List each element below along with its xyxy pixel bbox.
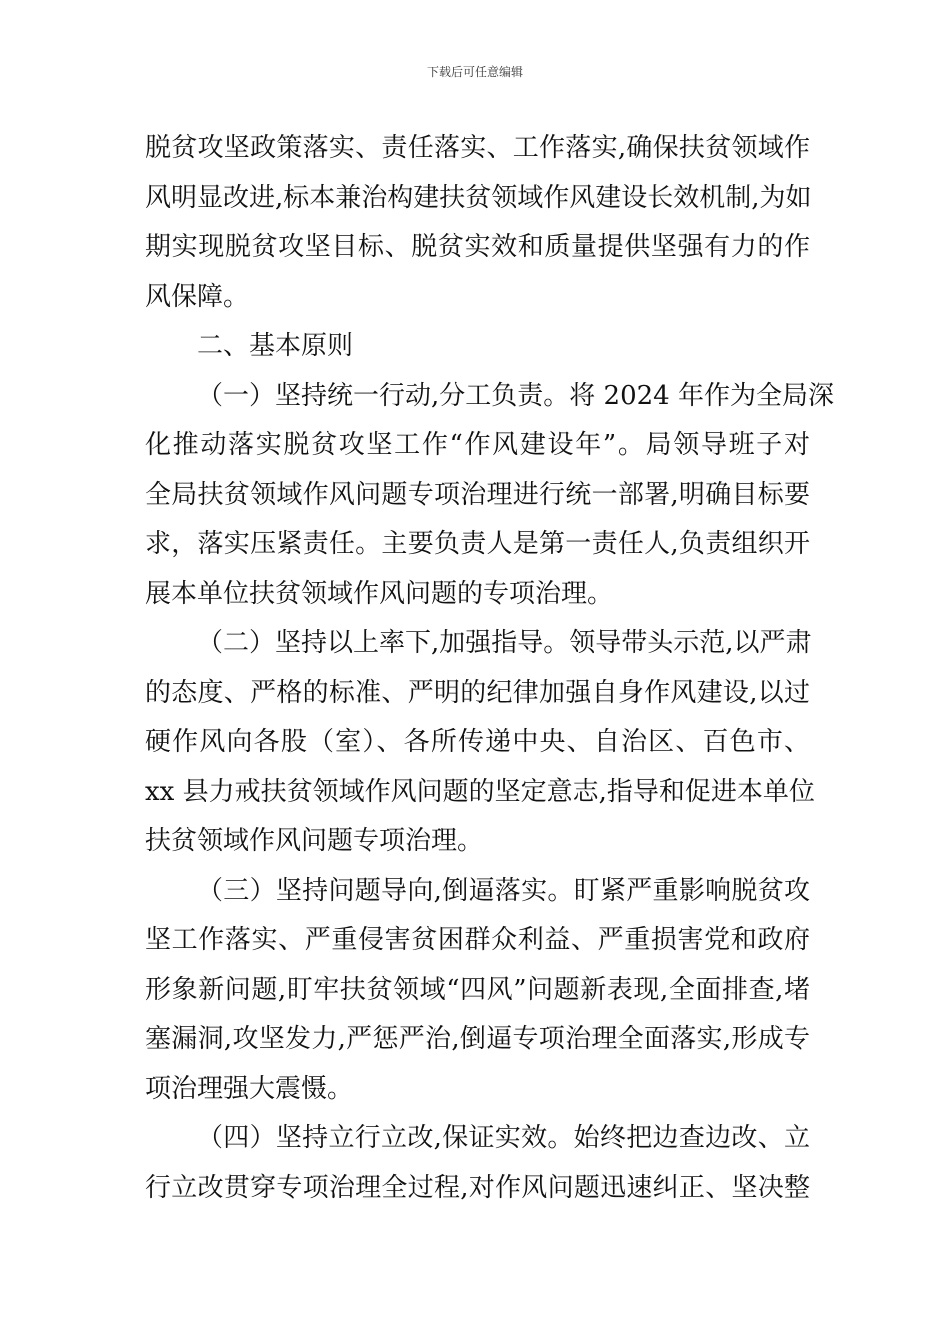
text-line: 求，落实压紧责任。主要负责人是第一责任人,负责组织开 (145, 529, 810, 559)
text-line: 展本单位扶贫领域作风问题的专项治理。 (145, 578, 614, 609)
text-line: 的态度、严格的标准、严明的纪律加强自身作风建设,以过 (145, 677, 810, 708)
text-line: （二）坚持以上率下,加强指导。领导带头示范,以严肃 (197, 628, 812, 658)
text-line: 坚工作落实、严重侵害贫困群众利益、严重损害党和政府 (145, 925, 810, 955)
text-line: 塞漏洞,攻坚发力,严惩严治,倒逼专项治理全面落实,形成专 (145, 1024, 810, 1054)
section-heading: 二、基本原则 (197, 331, 354, 361)
page-header: 下载后可任意编辑 (426, 65, 523, 79)
text-line: 项治理强大震慑。 (145, 1073, 354, 1104)
text-line: 风保障。 (145, 281, 250, 312)
text-line: 风明显改进,标本兼治构建扶贫领域作风建设长效机制,为如 (145, 182, 812, 213)
text-line: xx 县力戒扶贫领域作风问题的坚定意志,指导和促进本单位 (145, 776, 815, 807)
document-body (145, 124, 834, 1213)
text-line: 扶贫领域作风问题专项治理。 (145, 826, 484, 856)
text-line: 行立改贯穿专项治理全过程,对作风问题迅速纠正、坚决整 (145, 1172, 810, 1203)
text-line: （三）坚持问题导向,倒逼落实。盯紧严重影响脱贫攻 (197, 875, 810, 906)
text-line: （四）坚持立行立改,保证实效。始终把边查边改、立 (197, 1123, 810, 1153)
text-line: 化推动落实脱贫攻坚工作“作风建设年”。局领导班子对 (145, 430, 810, 460)
text-line: 期实现脱贫攻坚目标、脱贫实效和质量提供坚强有力的作 (145, 232, 810, 262)
text-line: 硬作风向各股（室）、各所传递中央、自治区、百色市、 (145, 727, 810, 757)
text-line: （一）坚持统一行动,分工负责。将 2024 年作为全局深 (197, 380, 834, 411)
text-line: 全局扶贫领域作风问题专项治理进行统一部署,明确目标要 (145, 479, 810, 510)
text-line: 形象新问题,盯牢扶贫领域“四风”问题新表现,全面排查,堵 (145, 974, 810, 1005)
text-line: 脱贫攻坚政策落实、责任落实、工作落实,确保扶贫领域作 (145, 133, 810, 163)
